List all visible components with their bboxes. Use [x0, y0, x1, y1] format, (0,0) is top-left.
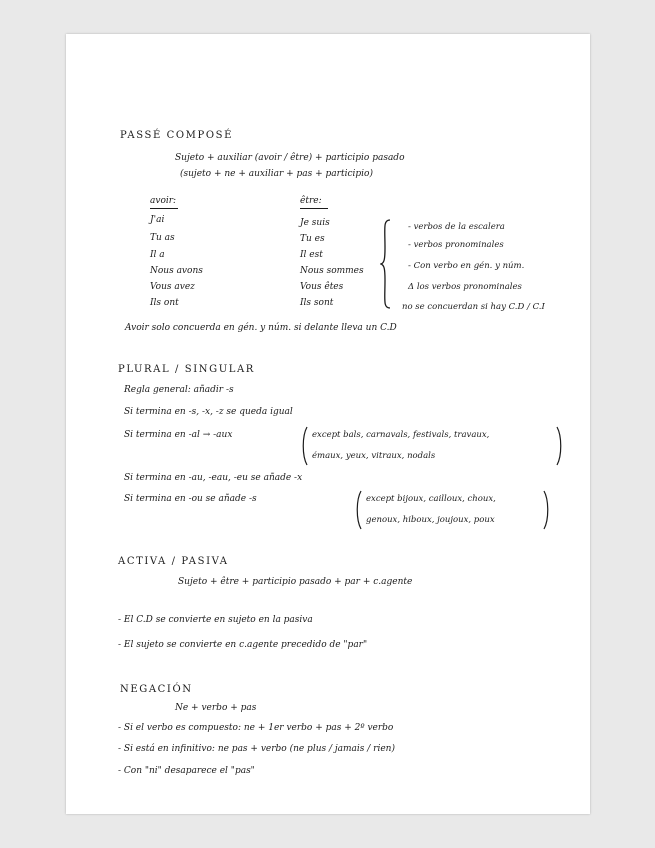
passe-compose-formula-negative: (sujeto + ne + auxiliar + pas + participio) [180, 169, 373, 179]
negacion-formula: Ne + verbo + pas [175, 703, 257, 713]
pc-note: no se concuerdan si hay C.D / C.I [402, 302, 545, 312]
etre-conjugation: Tu es [300, 234, 325, 244]
activa-formula: Sujeto + être + participio pasado + par + c.agente [178, 577, 413, 587]
negacion-heading: NEGACIÓN [120, 684, 193, 695]
avoir-conjugation: J'ai [150, 215, 165, 225]
etre-conjugation: Il est [300, 250, 323, 260]
avoir-agreement-rule: Avoir solo concuerda en gén. y núm. si delante lleva un C.D [125, 323, 397, 333]
close-paren-icon [542, 490, 550, 530]
curly-brace-icon [380, 218, 394, 310]
plural-rule: Regla general: añadir -s [124, 385, 234, 395]
pc-note: - verbos pronominales [408, 240, 504, 250]
etre-conjugation: Je suis [300, 218, 330, 228]
pc-note: - verbos de la escalera [408, 222, 505, 232]
avoir-conjugation: Vous avez [150, 282, 195, 292]
plural-rule: Si termina en -ou se añade -s [124, 494, 257, 504]
passe-compose-formula: Sujeto + auxiliar (avoir / être) + participio pasado [175, 153, 405, 163]
etre-underline [300, 208, 328, 209]
al-exception: except bals, carnavals, festivals, travaux, [312, 430, 490, 440]
avoir-conjugation: Tu as [150, 233, 175, 243]
activa-note: - El C.D se convierte en sujeto en la pasiva [118, 615, 313, 625]
ou-exception: except bijoux, cailloux, choux, [366, 494, 496, 504]
negacion-note: - Si está en infinitivo: ne pas + verbo (ne plus / jamais / rien) [118, 744, 395, 754]
open-paren-icon [301, 426, 309, 466]
etre-header: être: [300, 196, 322, 206]
pc-note-warning: Δ los verbos pronominales [408, 282, 522, 292]
notebook-page [66, 34, 590, 814]
avoir-conjugation: Il a [150, 250, 165, 260]
avoir-conjugation: Ils ont [150, 298, 179, 308]
activa-heading: ACTIVA / PASIVA [118, 556, 229, 567]
avoir-conjugation: Nous avons [150, 266, 203, 276]
etre-conjugation: Ils sont [300, 298, 334, 308]
plural-rule: Si termina en -au, -eau, -eu se añade -x [124, 473, 303, 483]
pc-note: - Con verbo en gén. y núm. [408, 261, 525, 271]
ou-exception: genoux, hiboux, joujoux, poux [366, 515, 495, 525]
negacion-note: - Si el verbo es compuesto: ne + 1er verbo + pas + 2º verbo [118, 723, 394, 733]
etre-conjugation: Vous êtes [300, 282, 344, 292]
avoir-underline [150, 208, 178, 209]
open-paren-icon [355, 490, 363, 530]
etre-conjugation: Nous sommes [300, 266, 364, 276]
plural-heading: PLURAL / SINGULAR [118, 364, 255, 375]
close-paren-icon [555, 426, 563, 466]
passe-compose-heading: PASSÉ COMPOSÉ [120, 130, 234, 141]
activa-note: - El sujeto se convierte en c.agente precedido de "par" [118, 640, 368, 650]
avoir-header: avoir: [150, 196, 177, 206]
al-exception: émaux, yeux, vitraux, nodals [312, 451, 436, 461]
plural-rule: Si termina en -s, -x, -z se queda igual [124, 407, 293, 417]
plural-rule: Si termina en -al → -aux [124, 430, 233, 440]
negacion-note: - Con "ni" desaparece el "pas" [118, 766, 255, 776]
